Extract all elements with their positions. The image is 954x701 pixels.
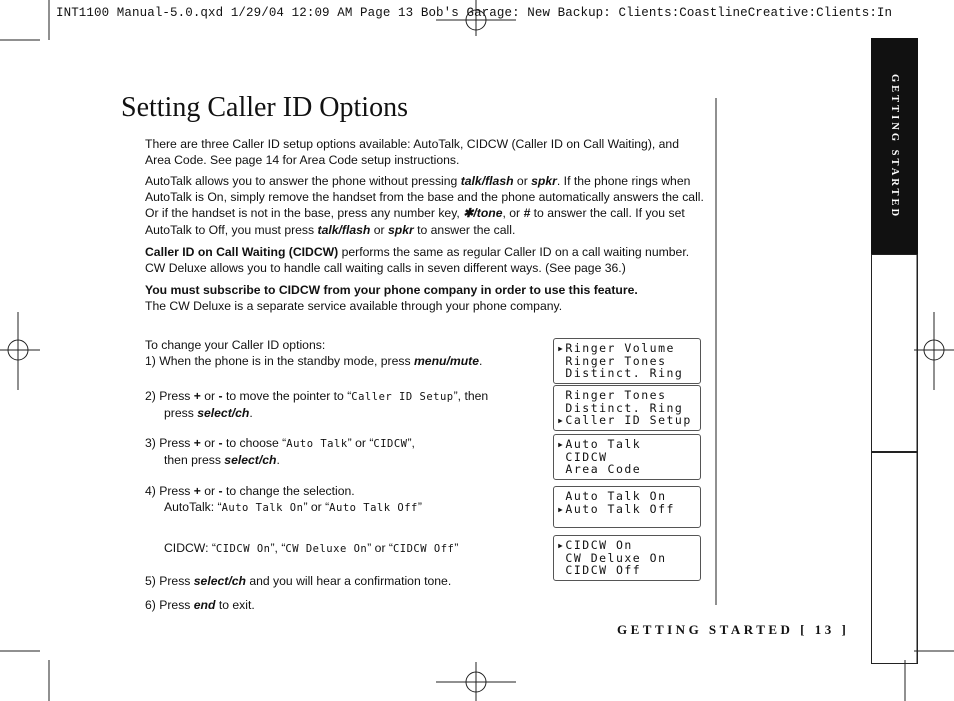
page-title: Setting Caller ID Options: [121, 92, 408, 123]
step-6: 6) Press end to exit.: [145, 598, 255, 612]
key-spkr: spkr: [531, 174, 557, 188]
subscribe-paragraph: You must subscribe to CIDCW from your phone company in order to use this feature. The CW Deluxe is a separate service available through your phone company.: [145, 283, 638, 314]
lcd-display-1: ▸Ringer Volume Ringer Tones Distinct. Ring: [553, 338, 701, 384]
key-spkr-2: spkr: [387, 222, 414, 237]
lcd-display-3: ▸Auto Talk CIDCW Area Code: [553, 434, 701, 480]
side-tab-empty-1: [871, 254, 918, 452]
registration-mark-left: [0, 312, 40, 390]
step-2: 2) Press + or - to move the pointer to “Caller ID Setup”, then press select/ch.: [145, 389, 489, 421]
step-4: 4) Press + or - to change the selection. AutoTalk: “Auto Talk On” or “Auto Talk Off”: [145, 484, 422, 515]
step-3: 3) Press + or - to choose “Auto Talk” or “CIDCW”, then press select/ch.: [145, 436, 415, 468]
key-talk-flash-2: talk/flash: [317, 222, 371, 237]
steps-intro: To change your Caller ID options:: [145, 338, 326, 352]
registration-mark-right: [914, 312, 954, 390]
lcd-display-5: ▸CIDCW On CW Deluxe On CIDCW Off: [553, 535, 701, 581]
intro-paragraph: There are three Caller ID setup options available: AutoTalk, CIDCW (Caller ID on Call Waiting), and Area Code. See page 14 for Area Code setup instructions.: [145, 137, 679, 168]
side-tab-empty-2: [871, 452, 918, 664]
side-tab-label: GETTING STARTED: [889, 74, 900, 220]
step-5: 5) Press select/ch and you will hear a confirmation tone.: [145, 574, 452, 588]
page-footer: GETTING STARTED [ 13 ]: [617, 622, 850, 637]
key-talk-flash: talk/flash: [460, 174, 514, 188]
lcd-display-4: Auto Talk On ▸Auto Talk Off: [553, 486, 701, 528]
cidcw-paragraph: Caller ID on Call Waiting (CIDCW) performs the same as regular Caller ID on a call waiting number. CW Deluxe allows you to handle call waiting calls in seven different ways. (See page 36.): [145, 245, 690, 276]
step-1: 1) When the phone is in the standby mode, press menu/mute.: [145, 354, 483, 368]
registration-mark-bottom: [436, 662, 516, 701]
key-pound: #: [523, 206, 531, 221]
lcd-display-2: Ringer Tones Distinct. Ring ▸Caller ID Setup: [553, 385, 701, 431]
key-star-tone: ✱/tone: [463, 206, 503, 221]
autotalk-paragraph: AutoTalk allows you to answer the phone without pressing talk/flash or spkr. If the phone rings when AutoTalk is On, simply remove the handset from the base and the phone automatically answers the call. Or if the handset is not in the base, press any number key, ✱/tone, or # to answer the call. If you set AutoTalk to Off, you must press talk/flash or spkr to answer the call.: [145, 174, 704, 237]
step-4-cidcw: CIDCW: “CIDCW On”, “CW Deluxe On” or “CIDCW Off”: [164, 541, 459, 555]
header-slug: INT1100 Manual-5.0.qxd 1/29/04 12:09 AM Page 13 Bob's Garage: New Backup: Clients:CoastlineCreative:Clients:In: [56, 6, 893, 20]
